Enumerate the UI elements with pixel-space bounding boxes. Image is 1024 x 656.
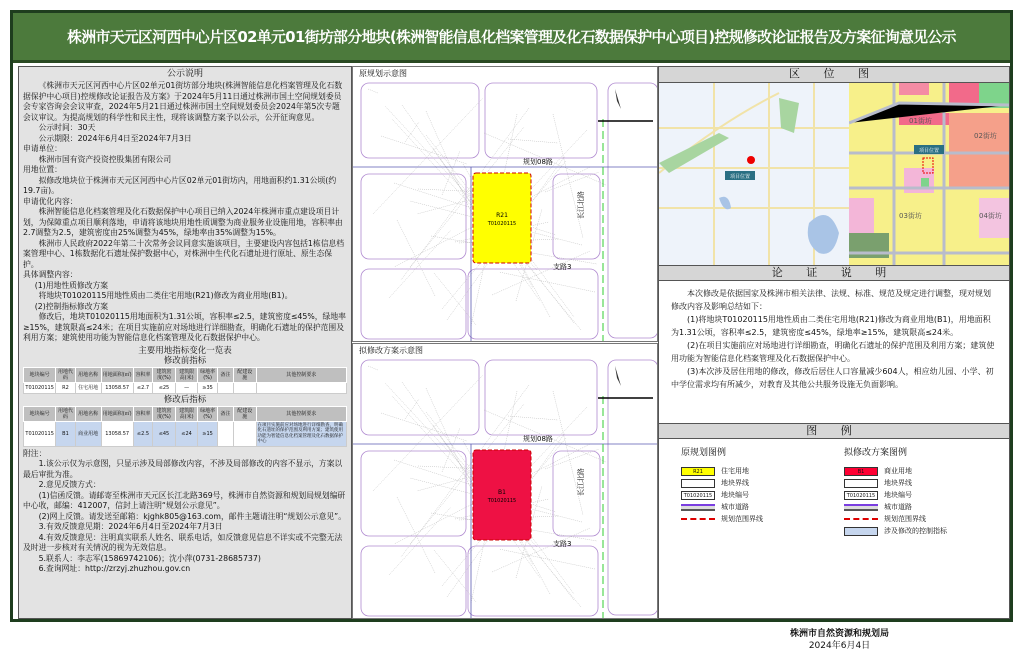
city-block <box>361 360 479 435</box>
table-cell: R2 <box>56 382 75 393</box>
location-heading: 用地位置： <box>23 165 62 174</box>
argument-text <box>659 281 1009 423</box>
legend-label: 地块编号 <box>721 491 749 499</box>
legend-item <box>681 514 763 524</box>
table-cell: ≤25 <box>153 382 176 393</box>
table-cell: 住宅用地 <box>75 382 101 393</box>
table-cell <box>256 382 346 393</box>
legend-swatch <box>844 518 878 520</box>
column-header: 用地名称 <box>75 406 101 421</box>
legend-swatch <box>681 504 715 511</box>
column-header: 容积率 <box>133 367 152 382</box>
city-block <box>468 269 598 339</box>
topo-line <box>389 230 451 298</box>
city-block <box>468 546 598 616</box>
table-cell: ≤2.7 <box>133 382 152 393</box>
column-header: 其他控制要求 <box>256 406 346 421</box>
column-header: 绿地率(%) <box>198 406 217 421</box>
notice-period: 公示时间：30天 <box>38 123 96 132</box>
plot-code: B1 <box>498 489 506 496</box>
table-cell: ≥15 <box>198 421 217 446</box>
notes-heading: 附注： <box>23 448 47 458</box>
after-table-title: 修改后指标 <box>163 394 207 405</box>
topo-line <box>508 416 558 420</box>
marker-label: 项目位置 <box>918 148 940 154</box>
legend-swatch: T01020115 <box>681 491 715 500</box>
note-item: 4.有效反馈意见：注明真实联系人姓名、联系电话，如反馈意见信息不详实或不完整无法及时进一步核对有关情况的视为无效信息。 <box>23 532 343 552</box>
notice-intro: 《株洲市天元区河西中心片区02单元01街坊部分地块(株洲智能信息化档案管理及化石数据保护中心项目)控规修改论证报告及方案》于2024年5月11日通过株洲市国土空间规划委员会专家咨询会会议审查，2024年5月21日通过株洲市国土空间规划委员会2024年第5次专题会议审议。为提高规划的科学性和民主性，现将该调整方案予以公示，公开征询意见。 <box>23 81 343 122</box>
right-column <box>658 66 1010 619</box>
table-row <box>24 421 347 446</box>
city-block <box>361 174 466 259</box>
issuing-authority: 株洲市自然资源和规划局 <box>790 629 890 639</box>
legend-title: 拟修改方案图例 <box>844 448 908 458</box>
regional-location-map <box>659 83 849 265</box>
road-label: 长江北路 <box>577 468 585 496</box>
topo-line <box>508 139 558 143</box>
city-block <box>485 83 597 158</box>
content-1: 株洲智能信息化档案管理及化石数据保护中心项目已纳入2024年株洲市重点建设项目计划，为保障重点项目顺利落地，申请将该地块用地性质调整为商业服务业设施用地，容积率由2.7调整为2.5，建筑密度由25%调整为45%，绿地率由35%调整为15%。 <box>23 207 343 237</box>
item2-heading: (2)控制指标修改方案 <box>34 301 109 311</box>
topo-line <box>499 549 595 569</box>
legend-item <box>844 478 947 488</box>
road-label: 支路3 <box>553 263 572 271</box>
legend-label: 城市道路 <box>884 503 912 511</box>
applicant: 株洲市国有资产投资控股集团有限公司 <box>38 154 172 164</box>
legend-label: 商业用地 <box>884 467 912 475</box>
footer <box>790 628 889 652</box>
note-item[interactable]: 6.查询网址：http://zrzyj.zhuzhou.gov.cn <box>38 564 191 573</box>
legend-item <box>681 466 763 476</box>
item1-text: 将地块T01020115用地性质由二类住宅用地(R21)修改为商业用地(B1)。 <box>38 291 293 300</box>
legend-swatch <box>681 479 715 488</box>
column-header: 建筑限高(米) <box>175 406 198 421</box>
column-header: 用地面积(㎡) <box>101 367 133 382</box>
city-block <box>361 83 479 158</box>
table-cell: B1 <box>56 421 75 446</box>
item1-heading: (1)用地性质修改方案 <box>34 280 109 290</box>
road-label: 规划08路 <box>523 435 553 443</box>
topo-line <box>397 497 435 573</box>
city-block <box>361 269 466 339</box>
column-header: 绿地率(%) <box>198 367 217 382</box>
column-header: 用地面积(㎡) <box>101 406 133 421</box>
location-maps <box>659 83 1009 265</box>
legend-item <box>844 490 947 500</box>
legend-item <box>681 502 763 512</box>
note-item: 3.有效反馈意见期：2024年6月4日至2024年7月3日 <box>38 522 223 531</box>
legend-item <box>681 490 763 500</box>
table-cell <box>217 421 233 446</box>
argument-paragraph: (3)本次涉及居住用地的修改，修改后居住人口容量减少604人，相应幼儿园、小学、初中学位需求均有所减少，对教育及其他公共服务设施无负面影响。 <box>671 367 994 389</box>
road-label: 支路3 <box>553 540 572 548</box>
legend-item <box>844 502 947 512</box>
legend-swatch <box>844 527 878 536</box>
legend-label: 规划范围界线 <box>721 515 763 523</box>
legend-swatch <box>844 504 878 511</box>
note-item: 1.该公示仅为示意图，只显示涉及局部修改内容，不涉及局部修改的内容不显示，方案以最后审批为准。 <box>23 459 343 479</box>
legend-label: 地块编号 <box>884 491 912 499</box>
before-table <box>23 367 347 394</box>
column-header: 建筑限高(米) <box>175 367 198 382</box>
column-header: 建筑密度(%) <box>153 367 176 382</box>
topo-line <box>392 396 476 488</box>
notice-panel <box>18 66 352 619</box>
table-row <box>24 382 347 393</box>
note-item: (1)信函反馈。请邮寄至株洲市天元区长江北路369号，株洲市自然资源和规划局规划编研中心收，邮编：412007，信封上请注明“规划公示意见”。 <box>23 490 346 510</box>
column-header: 地块编号 <box>24 367 56 382</box>
city-block <box>361 451 466 536</box>
column-header: 用地代码 <box>56 406 75 421</box>
area-label: 02街坊 <box>974 132 997 140</box>
notice-board <box>10 10 1013 622</box>
legend-label: 地块界线 <box>721 479 749 487</box>
applicant-heading: 申请单位： <box>23 144 62 153</box>
column-header: 备注 <box>217 406 233 421</box>
after-table <box>23 406 347 447</box>
legend-swatch <box>681 518 715 520</box>
column-header: 容积率 <box>133 406 152 421</box>
table-cell: — <box>175 382 198 393</box>
topo-line <box>434 273 476 325</box>
legend-swatch: T01020115 <box>844 491 878 500</box>
content-2: 株洲市人民政府2022年第二十次常务会议同意实施该项目，主要建设内容包括1栋信息档案管理中心、1栋数据化石遗址保护数据中心，对株洲中生代化石遗址进行原址、原生态保护。 <box>23 238 345 269</box>
topo-line <box>499 272 595 292</box>
area-label: 03街坊 <box>899 212 922 220</box>
note-item[interactable]: (2)网上反馈。请发送至邮箱：kjghk805@163.com，邮件主题请注明“规划公示意见”。 <box>38 511 347 521</box>
plot-id: T01020115 <box>487 221 517 227</box>
city-block <box>485 360 597 435</box>
topo-line <box>381 413 467 441</box>
topo-line <box>381 136 467 164</box>
plot-code: R21 <box>496 212 508 219</box>
legend-item <box>844 466 947 476</box>
table-cell: 商业用地 <box>75 421 101 446</box>
original-plan-map <box>352 66 658 342</box>
legend-item <box>681 478 763 488</box>
column-header: 备注 <box>217 367 233 382</box>
column-header: 配建设施 <box>233 406 256 421</box>
note-item: 2.意见反馈方式： <box>38 480 101 489</box>
legend-label: 涉及修改的控制指标 <box>884 527 947 535</box>
issue-date: 2024年6月4日 <box>808 641 871 651</box>
legend <box>659 439 1009 589</box>
item2-text: 修改后，地块T01020115用地面积为1.31公顷，容积率≤2.5，建筑密度≤45%，绿地率≥15%，建筑限高≤24米；在项目实施前应对场地进行详细勘查，明确化石遗址的保护范围及利用方案；建筑使用功能为智能信息化档案管理及化石数据保护中心。 <box>23 312 346 342</box>
topo-line <box>389 507 451 575</box>
road-label: 规划08路 <box>523 158 553 166</box>
legend-label: 住宅用地 <box>721 467 749 475</box>
topo-line <box>397 220 435 296</box>
city-block <box>361 546 466 616</box>
notes-list <box>23 459 347 575</box>
topo-line <box>368 366 378 370</box>
table-cell: ≤24 <box>175 421 198 446</box>
legend-swatch: B1 <box>844 467 878 476</box>
maps-column <box>352 66 658 619</box>
argument-paragraph: (1)将地块T01020115用地性质由二类住宅用地(R21)修改为商业用地(B1)，用地面积为1.31公顷，容积率≤2.5，建筑密度≤45%，绿地率≥15%，建筑限高≤24米。 <box>671 315 991 337</box>
topo-line <box>368 89 378 93</box>
marker-label: 项目位置 <box>729 174 751 180</box>
legend-item <box>844 514 947 524</box>
column-header: 用地代码 <box>56 367 75 382</box>
table-cell: ≥35 <box>198 382 217 393</box>
legend-label: 地块界线 <box>884 479 912 487</box>
location-heading: 区 位 图 <box>659 67 1009 83</box>
plot-id: T01020115 <box>487 498 517 504</box>
notice-dates: 公示期限：2024年6月4日至2024年7月3日 <box>38 133 192 143</box>
column-header: 其他控制要求 <box>256 367 346 382</box>
detail-heading: 具体调整内容： <box>23 270 78 279</box>
column-header: 用地名称 <box>75 367 101 382</box>
road-label: 长江北路 <box>577 191 585 219</box>
legend-swatch <box>844 479 878 488</box>
topo-line <box>405 122 419 142</box>
legend-title: 原规划图例 <box>681 448 727 458</box>
map-caption: 拟修改方案示意图 <box>359 346 423 355</box>
legend-swatch: R21 <box>681 467 715 476</box>
table-cell: ≤2.5 <box>133 421 152 446</box>
table-cell: 13058.57 <box>101 421 133 446</box>
location-text: 拟修改地块位于株洲市天元区河西中心片区02单元01街坊内，用地面积约1.31公顷(约19.7亩)。 <box>23 175 337 195</box>
legend-item <box>844 526 947 536</box>
table-cell: 在项目实施前应对场地进行详细勘查，明确化石遗址的保护范围及利用方案；建筑使用功能为智能信息化档案管理及化石数据保护中心 <box>256 421 346 446</box>
table-cell <box>233 382 256 393</box>
north-arrow-icon <box>615 366 621 386</box>
map-caption: 原规划示意图 <box>359 69 407 78</box>
argument-paragraph: (2)在项目实施前应对场地进行详细勘查，明确化石遗址的保护范围及利用方案；建筑使用功能为智能信息化档案管理及化石数据保护中心。 <box>671 341 995 363</box>
table-cell <box>233 421 256 446</box>
note-item: 5.联系人：李志军(15869742106)；沈小萍(0731-28685737) <box>38 553 261 563</box>
table-title: 主要用地指标变化一览表 <box>138 345 232 356</box>
page-title: 株洲市天元区河西中心片区02单元01街坊部分地块(株洲智能信息化档案管理及化石数据保护中心项目)控规修改论证报告及方案征询意见公示 <box>13 13 1010 63</box>
zoning-location-map <box>849 83 1009 265</box>
legend-heading: 图 例 <box>659 423 1009 439</box>
argument-paragraph: 本次修改是依据国家及株洲市相关法律、法规、标准、规范及规定进行调整，现对规划修改内容及影响总结如下： <box>671 289 991 311</box>
table-cell: ≤45 <box>153 421 176 446</box>
topo-line <box>434 550 476 602</box>
before-table-title: 修改前指标 <box>163 355 207 366</box>
legend-label: 规划范围界线 <box>884 515 926 523</box>
argument-heading: 论 证 说 明 <box>659 265 1009 281</box>
notice-heading: 公示说明 <box>166 69 203 79</box>
content-heading: 申请优化内容： <box>23 196 78 206</box>
table-cell <box>217 382 233 393</box>
legend-label: 城市道路 <box>721 503 749 511</box>
area-label: 01街坊 <box>909 117 932 125</box>
column-header: 配建设施 <box>233 367 256 382</box>
column-header: 地块编号 <box>24 406 56 421</box>
topo-line <box>405 399 419 419</box>
table-cell: 13058.57 <box>101 382 133 393</box>
north-arrow-icon <box>615 89 621 109</box>
table-cell: T01020115 <box>24 382 56 393</box>
topo-line <box>392 119 476 211</box>
table-cell: T01020115 <box>24 421 56 446</box>
revised-plan-map <box>352 343 658 619</box>
area-label: 04街坊 <box>979 212 1002 220</box>
column-header: 建筑密度(%) <box>153 406 176 421</box>
